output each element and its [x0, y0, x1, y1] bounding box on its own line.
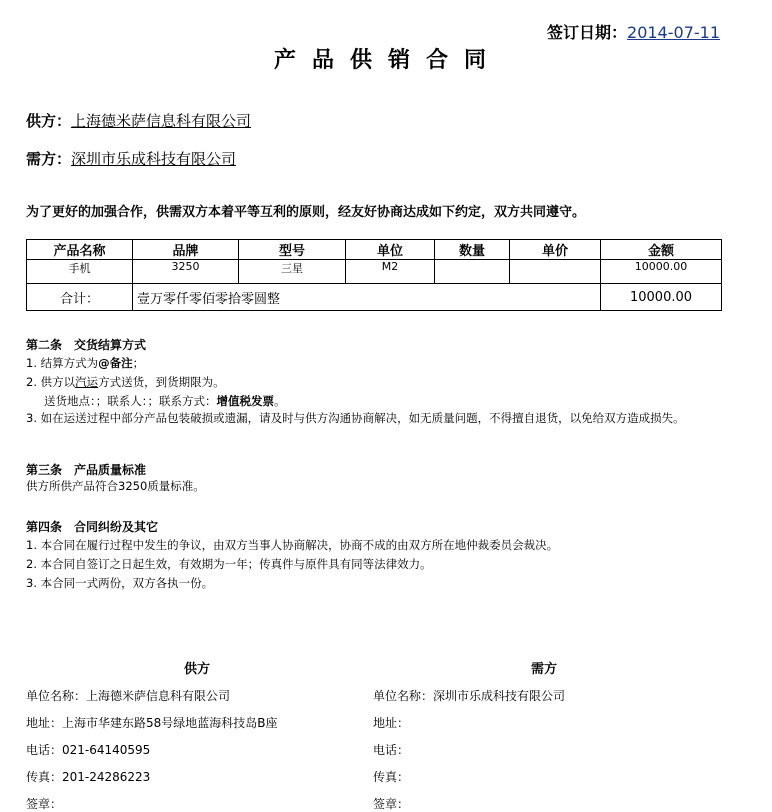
- table-row: [27, 260, 722, 284]
- supplier-fax: 传真：201-24286223: [26, 770, 151, 784]
- line-text: 2. 供方以: [26, 375, 76, 389]
- column-header: 单位: [346, 240, 435, 260]
- table-cell: 手机: [27, 260, 133, 284]
- goods-table: [26, 239, 722, 311]
- line-text-underlined: 汽运: [75, 375, 99, 389]
- sign-date-value: 2014-07-11: [627, 23, 720, 42]
- buyer-name: 深圳市乐成科技有限公司: [71, 150, 237, 168]
- supplier-party: [26, 110, 251, 131]
- buyer-signature-heading: 需方: [531, 662, 558, 677]
- table-cell: M2: [346, 260, 435, 284]
- table-header-row: [27, 240, 722, 260]
- table-cell: 10000.00: [601, 260, 722, 284]
- article-2-line-2: [26, 375, 225, 390]
- table-cell: [435, 260, 510, 284]
- line-text: 。: [274, 394, 286, 408]
- line-text: 1. 结算方式为: [26, 356, 99, 370]
- intro-statement: 为了更好的加强合作，供需双方本着平等互利的原则，经友好协商达成如下约定，双方共同遵守。: [26, 205, 586, 220]
- buyer-seal: 签章：: [373, 797, 410, 811]
- total-row: [27, 284, 722, 311]
- buyer-party: [26, 148, 236, 169]
- article-4-line-3: 3. 本合同一式两份，双方各执一份。: [26, 576, 214, 590]
- supplier-unit-name: 单位名称：上海德米萨信息科有限公司: [26, 689, 231, 703]
- article-2-line-1: [26, 356, 144, 371]
- sign-date: [547, 20, 720, 43]
- column-header: 产品名称: [27, 240, 133, 260]
- buyer-fax: 传真：: [373, 770, 410, 784]
- total-label: 合计：: [27, 284, 133, 311]
- line-text-bold: 增值税发票: [216, 394, 274, 408]
- buyer-label: 需方：: [26, 150, 72, 168]
- line-text: ；: [132, 356, 145, 370]
- article-4-title: 第四条 合同纠纷及其它: [26, 520, 159, 534]
- supplier-address: 地址：上海市华建东路58号绿地蓝海科技岛B座: [26, 716, 278, 730]
- article-4-line-1: 1. 本合同在履行过程中发生的争议，由双方当事人协商解决，协商不成的由双方所在地仲裁委员会裁决。: [26, 538, 559, 552]
- column-header: 型号: [239, 240, 346, 260]
- table-cell: 3250: [133, 260, 239, 284]
- supplier-signature-heading: 供方: [184, 662, 211, 677]
- column-header: 品牌: [133, 240, 239, 260]
- line-text: 送货地点：；联系人：；联系方式：: [44, 394, 217, 408]
- contract-title: 产品供销合同: [273, 48, 502, 73]
- article-3-title: 第三条 产品质量标准: [26, 463, 147, 477]
- total-amount: 10000.00: [601, 284, 722, 311]
- article-4-line-2: 2. 本合同自签订之日起生效，有效期为一年；传真件与原件具有同等法律效力。: [26, 557, 432, 571]
- buyer-phone: 电话：: [373, 743, 410, 757]
- sign-date-label: 签订日期：: [547, 23, 628, 42]
- buyer-address: 地址：: [373, 716, 410, 730]
- article-2-title: 第二条 交货结算方式: [26, 338, 147, 352]
- table-cell: 三星: [239, 260, 346, 284]
- supplier-name: 上海德米萨信息科有限公司: [71, 112, 252, 130]
- supplier-seal: 签章：: [26, 797, 63, 811]
- column-header: 数量: [435, 240, 510, 260]
- column-header: 金额: [601, 240, 722, 260]
- supplier-label: 供方：: [26, 112, 72, 130]
- buyer-unit-name: 单位名称：深圳市乐成科技有限公司: [373, 689, 566, 703]
- table-cell: [510, 260, 601, 284]
- line-text-bold: @备注: [98, 356, 133, 370]
- article-2-line-2b: [44, 394, 286, 409]
- article-2-line-3: 3. 如在运送过程中部分产品包装破损或遗漏，请及时与供方沟通协商解决，如无质量问题，不得擅自退货，以免给双方造成损失。: [26, 411, 685, 425]
- line-text: 方式送货，到货期限为。: [98, 375, 225, 389]
- total-in-words: 壹万零仟零佰零拾零圆整: [133, 284, 601, 311]
- supplier-phone: 电话：021-64140595: [26, 743, 151, 757]
- article-3-text: 供方所供产品符合3250质量标准。: [26, 479, 205, 493]
- column-header: 单价: [510, 240, 601, 260]
